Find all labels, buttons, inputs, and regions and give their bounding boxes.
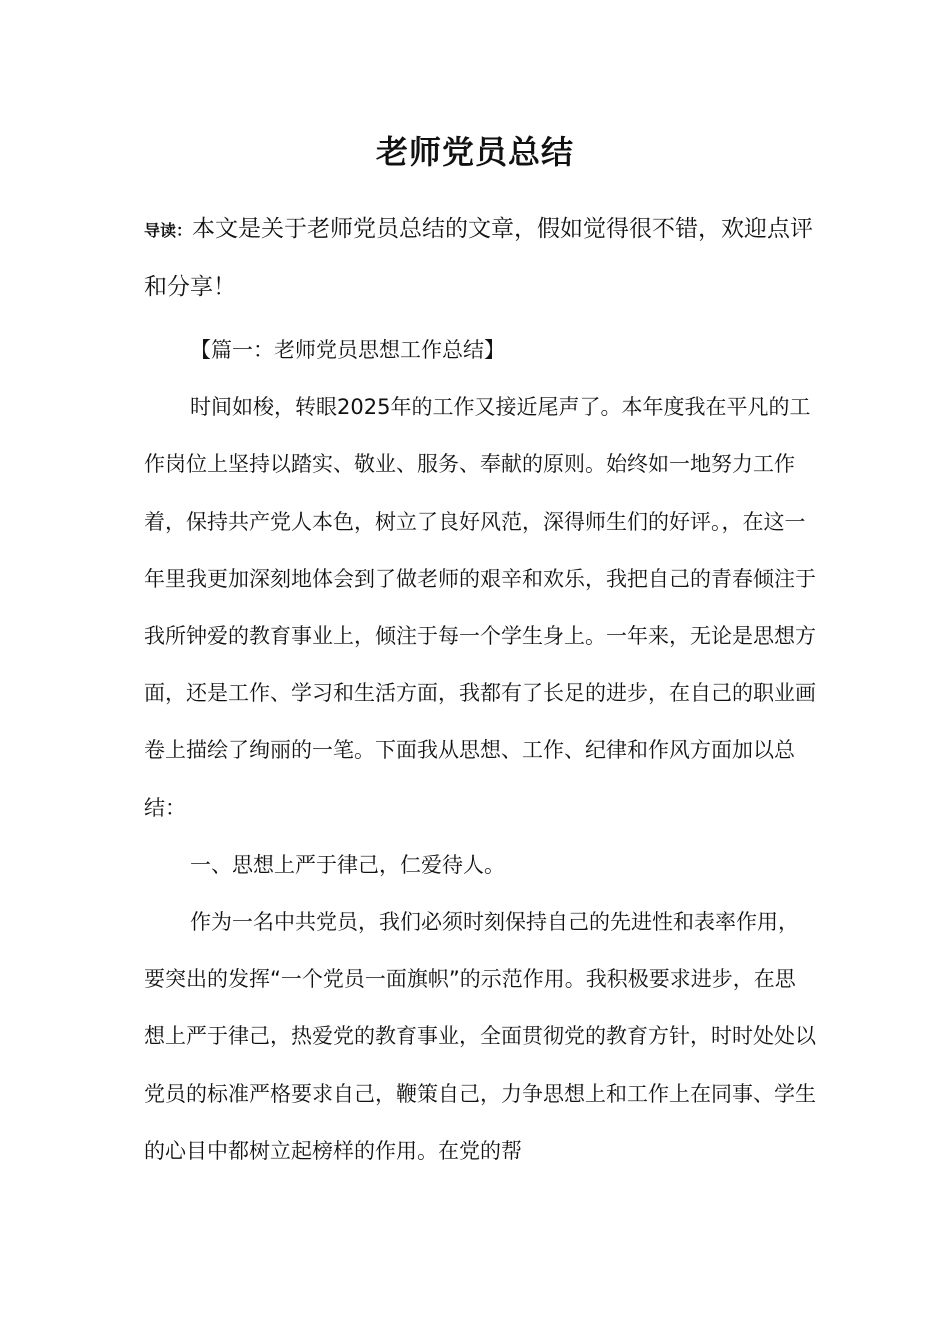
body-paragraph: 作为一名中共党员，我们必须时刻保持自己的先进性和表率作用，要突出的发挥“一个党员一面旗帜”的示范作用。我积极要求进步，在思想上严于律己，热爱党的教育事业，全面贯彻党的教育方针，时时处处以党员的标准严格要求自己，鞭策自己，力争思想上和工作上在同事、学生的心目中都树立起榜样的作用。在党的帮 <box>144 910 816 1163</box>
intro-label: 导读： <box>144 221 193 240</box>
intro-paragraph <box>144 201 814 316</box>
body-paragraph: 时间如梭，转眼2025年的工作又接近尾声了。本年度我在平凡的工作岗位上坚持以踏实、敬业、服务、奉献的原则。始终如一地努力工作着，保持共产党人本色，树立了良好风范，深得师生们的好评。，在这一年里我更加深刻地体会到了做老师的艰辛和欢乐，我把自己的青春倾注于我所钟爱的教育事业上，倾注于每一个学生身上。一年来，无论是思想方面，还是工作、学习和生活方面，我都有了长足的进步，在自己的职业画卷上描绘了绚丽的一笔。下面我从思想、工作、纪律和作风方面加以总结： <box>144 395 816 820</box>
document-title: 老师党员总结 <box>375 133 574 171</box>
section-heading: 【篇一：老师党员思想工作总结】 <box>190 338 505 362</box>
subsection-heading: 一、思想上严于律己，仁爱待人。 <box>190 852 505 877</box>
intro-text: 本文是关于老师党员总结的文章，假如觉得很不错，欢迎点评和分享！ <box>144 216 814 300</box>
document-body <box>144 322 816 1180</box>
